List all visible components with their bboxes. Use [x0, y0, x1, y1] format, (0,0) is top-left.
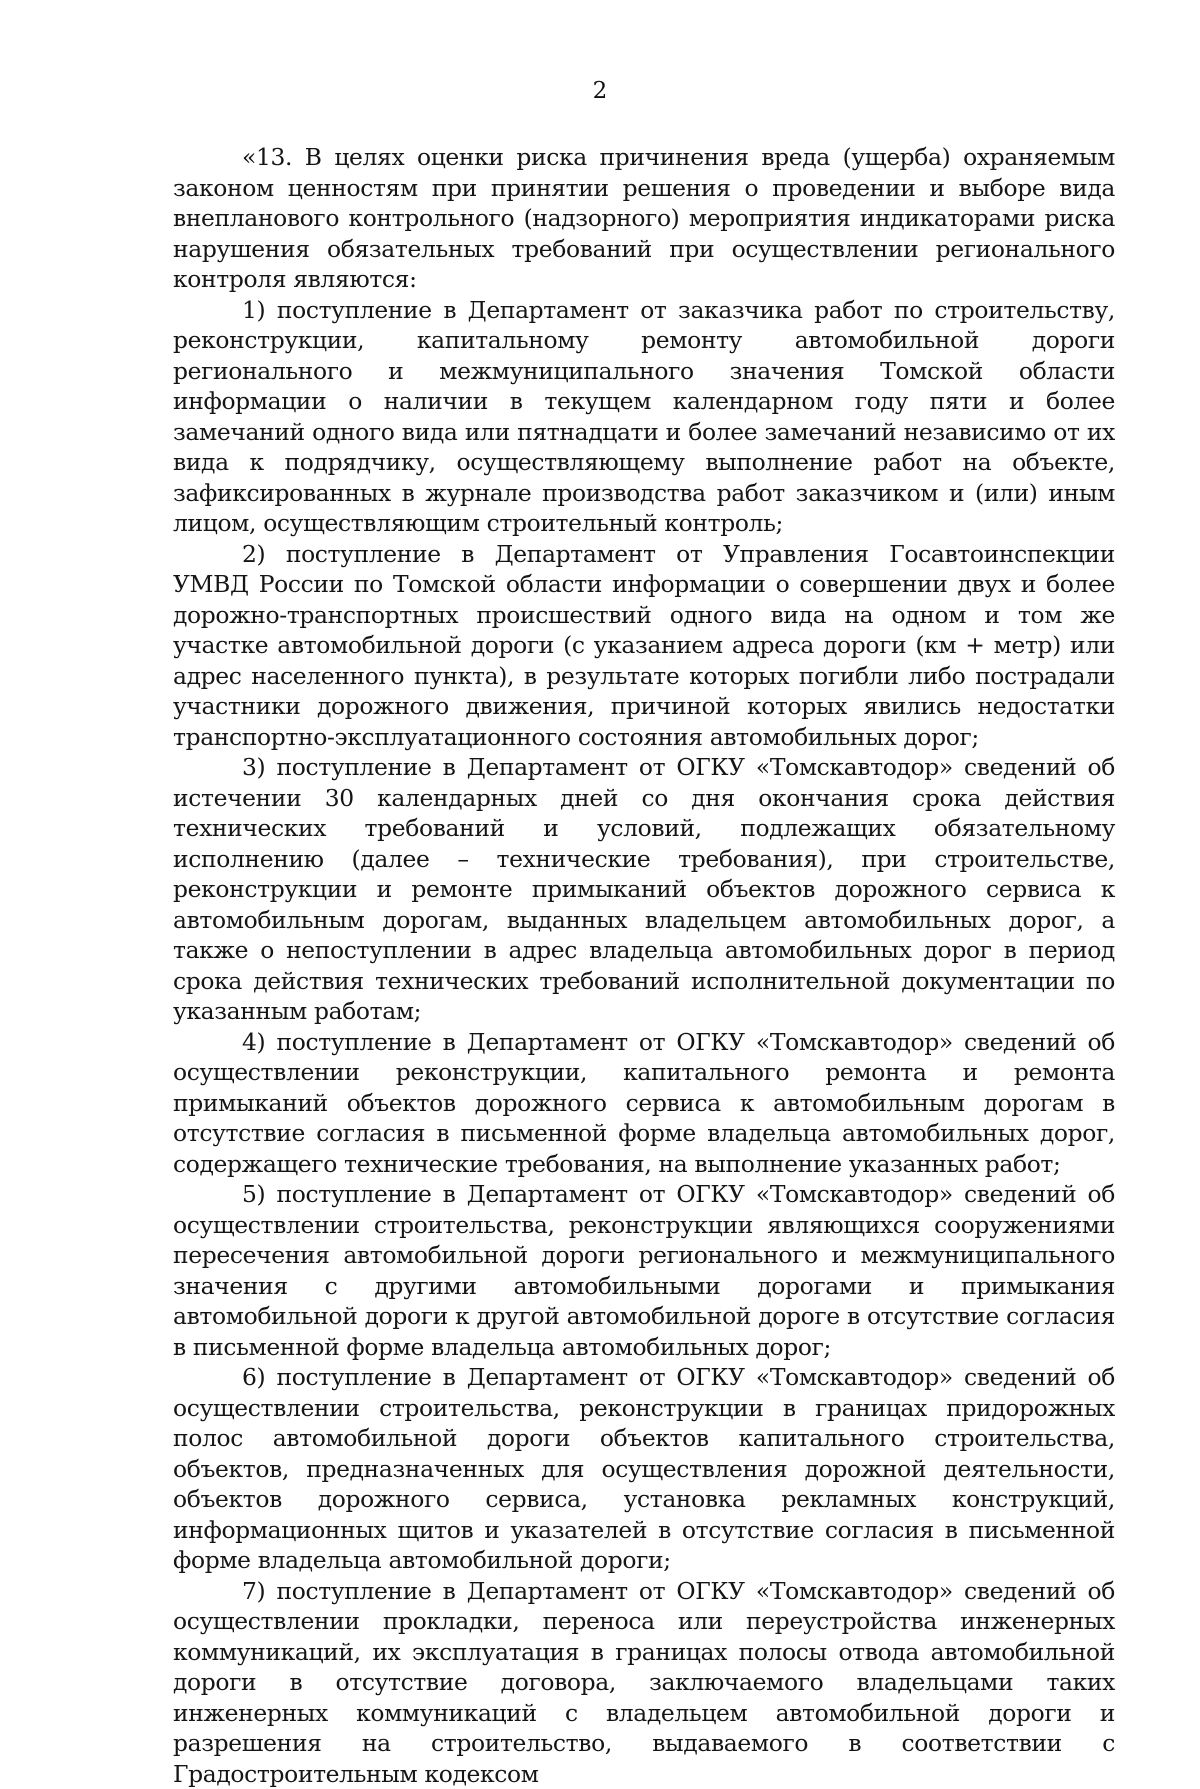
paragraph-item-7: 7) поступление в Департамент от ОГКУ «Томскавтодор» сведений об осуществлении прокладки, переноса или переустройства инженерных коммуникаций, их эксплуатация в границах полосы отвода автомобильной дороги в отсутствие договора, заключаемого владельцами таких инженерных коммуникаций с владельцем автомобильной дороги и разрешения на строительство, выдаваемого в соответствии с Градостроительным кодексом [173, 1576, 1115, 1789]
paragraph-item-3: 3) поступление в Департамент от ОГКУ «Томскавтодор» сведений об истечении 30 календарных дней со дня окончания срока действия технических требований и условий, подлежащих обязательному исполнению (далее – технические требования), при строительстве, реконструкции и ремонте примыканий объектов дорожного сервиса к автомобильным дорогам, выданных владельцем автомобильных дорог, а также о непоступлении в адрес владельца автомобильных дорог в период срока действия технических требований исполнительной документации по указанным работам; [173, 752, 1115, 1027]
page-number: 2 [0, 78, 1200, 104]
paragraph-item-5: 5) поступление в Департамент от ОГКУ «Томскавтодор» сведений об осуществлении строительства, реконструкции являющихся сооружениями пересечения автомобильной дороги регионального и межмуниципального значения с другими автомобильными дорогами и примыкания автомобильной дороги к другой автомобильной дороге в отсутствие согласия в письменной форме владельца автомобильных дорог; [173, 1179, 1115, 1362]
paragraph-item-4: 4) поступление в Департамент от ОГКУ «Томскавтодор» сведений об осуществлении реконструкции, капитального ремонта и ремонта примыканий объектов дорожного сервиса к автомобильным дорогам в отсутствие согласия в письменной форме владельца автомобильных дорог, содержащего технические требования, на выполнение указанных работ; [173, 1027, 1115, 1180]
paragraph-13-intro: «13. В целях оценки риска причинения вреда (ущерба) охраняемым законом ценностям при принятии решения о проведении и выборе вида внепланового контрольного (надзорного) мероприятия индикаторами риска нарушения обязательных требований при осуществлении регионального контроля являются: [173, 142, 1115, 295]
paragraph-item-6: 6) поступление в Департамент от ОГКУ «Томскавтодор» сведений об осуществлении строительства, реконструкции в границах придорожных полос автомобильной дороги объектов капитального строительства, объектов, предназначенных для осуществления дорожной деятельности, объектов дорожного сервиса, установка рекламных конструкций, информационных щитов и указателей в отсутствие согласия в письменной форме владельца автомобильной дороги; [173, 1362, 1115, 1576]
paragraph-item-1: 1) поступление в Департамент от заказчика работ по строительству, реконструкции, капитальному ремонту автомобильной дороги регионального и межмуниципального значения Томской области информации о наличии в текущем календарном году пяти и более замечаний одного вида или пятнадцати и более замечаний независимо от их вида к подрядчику, осуществляющему выполнение работ на объекте, зафиксированных в журнале производства работ заказчиком и (или) иным лицом, осуществляющим строительный контроль; [173, 295, 1115, 539]
document-body [173, 142, 1115, 1789]
paragraph-item-2: 2) поступление в Департамент от Управления Госавтоинспекции УМВД России по Томской области информации о совершении двух и более дорожно-транспортных происшествий одного вида на одном и том же участке автомобильной дороги (с указанием адреса дороги (км + метр) или адрес населенного пункта), в результате которых погибли либо пострадали участники дорожного движения, причиной которых явились недостатки транспортно-эксплуатационного состояния автомобильных дорог; [173, 539, 1115, 753]
